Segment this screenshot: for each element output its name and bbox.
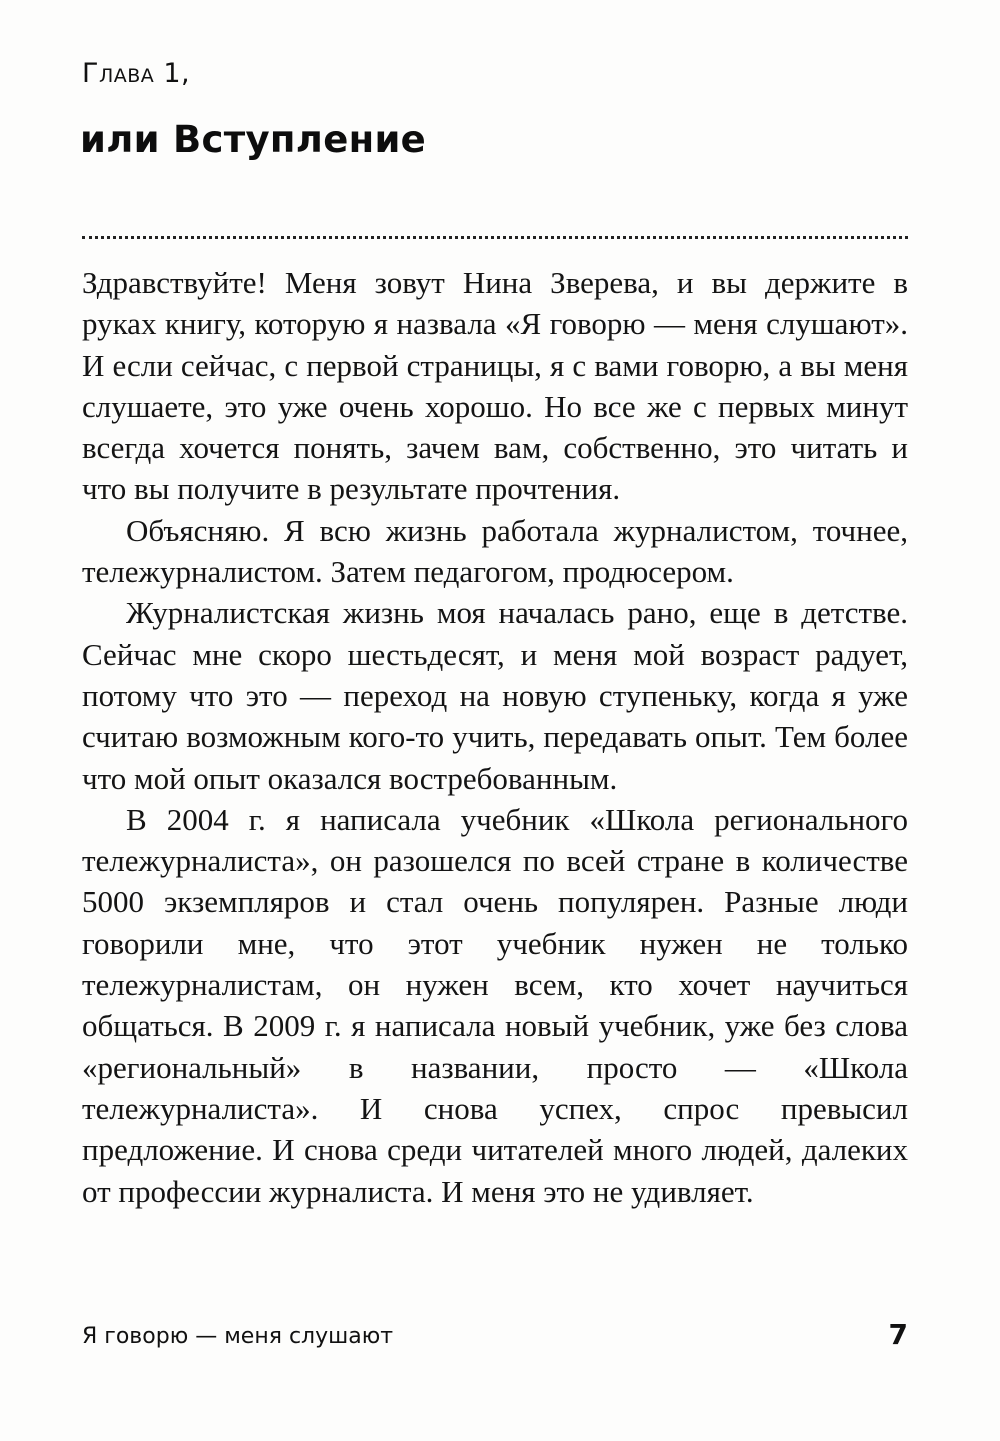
chapter-label: Глава 1, <box>82 58 191 89</box>
body-text <box>82 262 908 1212</box>
running-footer-title: Я говорю — меня слушают <box>82 1324 394 1349</box>
paragraph: Здравствуйте! Меня зовут Нина Зверева, и вы держите в руках книгу, которую я назвала «Я говорю — меня слушают». И если сейчас, с первой страницы, я с вами говорю, а вы меня слушаете, это уже очень хорошо. Но все же с первых минут всегда хочется понять, зачем вам, собственно, это читать и что вы получите в результате прочтения. <box>82 265 908 507</box>
page-number: 7 <box>888 1318 908 1351</box>
paragraph: В 2004 г. я написала учебник «Школа регионального тележурналиста», он разошелся по всей стране в количестве 5000 экземпляров и стал очень популярен. Разные люди говорили мне, что этот учебник нужен не только тележурналистам, он нужен всем, кто хочет научиться общаться. В 2009 г. я написала новый учебник, уже без слова «региональный» в названии, просто — «Школа тележурналиста». И снова успех, спрос превысил предложение. И снова среди читателей много людей, далеких от профессии журналиста. И меня это не удивляет. <box>82 801 908 1209</box>
paragraph: Журналистская жизнь моя началась рано, еще в детстве. Сейчас мне скоро шестьдесят, и меня мой возраст радует, потому что это — переход на новую ступеньку, когда я уже считаю возможным кого-то учить, передавать опыт. Тем более что мой опыт оказался востребованным. <box>82 595 908 796</box>
paragraph: Объясняю. Я всю жизнь работала журналистом, точнее, тележурналистом. Затем педагогом, продюсером. <box>82 512 908 590</box>
dotted-divider <box>82 236 908 239</box>
chapter-title: или Вступление <box>80 118 427 161</box>
